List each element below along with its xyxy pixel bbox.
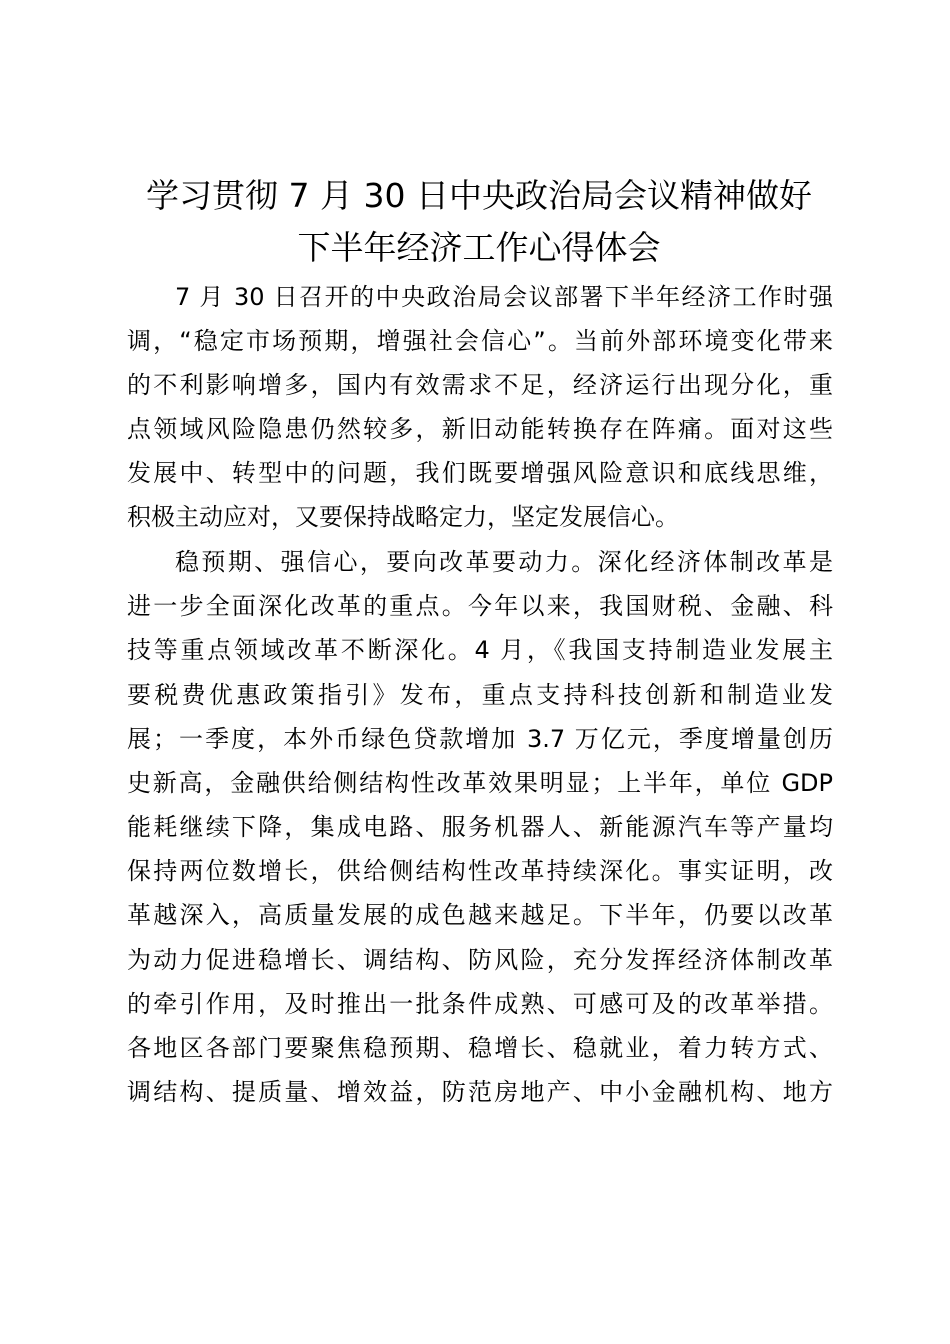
body-line-6: 积极主动应对，又要保持战略定力，坚定发展信心。 xyxy=(127,503,679,531)
body-line-3: 的不利影响增多，国内有效需求不足，经济运行出现分化，重 xyxy=(127,371,833,399)
body-line-7: 稳预期、强信心，要向改革要动力。深化经济体制改革是 xyxy=(175,548,833,576)
body-line-12: 史新高，金融供给侧结构性改革效果明显；上半年，单位 GDP xyxy=(127,769,833,797)
body-line-15: 革越深入，高质量发展的成色越来越足。下半年，仍要以改革 xyxy=(127,901,833,929)
body-line-5: 发展中、转型中的问题，我们既要增强风险意识和底线思维， xyxy=(127,459,833,487)
document-title xyxy=(120,170,838,274)
body-line-16: 为动力促进稳增长、调结构、防风险，充分发挥经济体制改革 xyxy=(127,946,833,974)
body-line-2: 调，“稳定市场预期，增强社会信心”。当前外部环境变化带来 xyxy=(127,327,833,355)
body-line-11: 展；一季度，本外币绿色贷款增加 3.7 万亿元，季度增量创历 xyxy=(127,725,833,753)
body-line-17: 的牵引作用，及时推出一批条件成熟、可感可及的改革举措。 xyxy=(127,990,833,1018)
body-line-14: 保持两位数增长，供给侧结构性改革持续深化。事实证明，改 xyxy=(127,857,833,885)
body-line-10: 要税费优惠政策指引》发布，重点支持科技创新和制造业发 xyxy=(127,681,833,709)
body-line-18: 各地区各部门要聚焦稳预期、稳增长、稳就业，着力转方式、 xyxy=(127,1034,833,1062)
body-line-1: 7 月 30 日召开的中央政治局会议部署下半年经济工作时强 xyxy=(175,283,833,311)
title-line-2: 下半年经济工作心得体会 xyxy=(297,228,661,267)
body-line-19: 调结构、提质量、增效益，防范房地产、中小金融机构、地方 xyxy=(127,1078,833,1106)
body-line-9: 技等重点领域改革不断深化。4 月，《我国支持制造业发展主 xyxy=(127,636,833,664)
body-line-4: 点领域风险隐患仍然较多，新旧动能转换存在阵痛。面对这些 xyxy=(127,415,833,443)
title-line-1: 学习贯彻 7 月 30 日中央政治局会议精神做好 xyxy=(146,176,812,215)
body-line-13: 能耗继续下降，集成电路、服务机器人、新能源汽车等产量均 xyxy=(127,813,833,841)
body-line-8: 进一步全面深化改革的重点。今年以来，我国财税、金融、科 xyxy=(127,592,833,620)
